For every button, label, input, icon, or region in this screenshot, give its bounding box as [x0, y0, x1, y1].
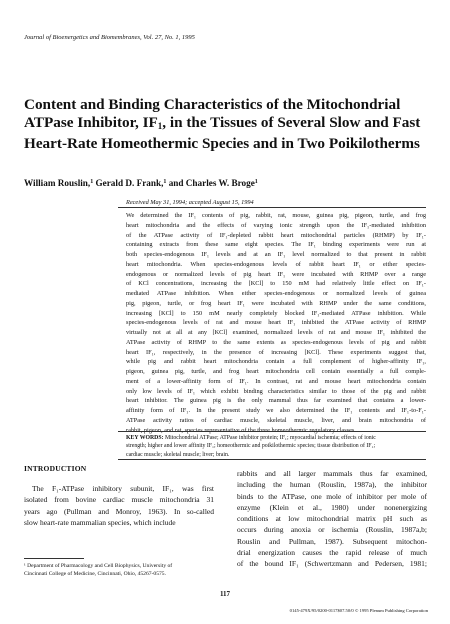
abstract-line: species-endogenous levels of rat and mouse heart IF₁ inhibited the ATPase activity of RHMP: [126, 319, 426, 327]
abstract-line: increasing [KCl] to 150 mM nearly completely blocked IF₁-mediated ATPase inhibition. While: [126, 309, 426, 317]
body-text-line: isolated from bovine cardiac muscle mitochondria 31: [24, 495, 214, 505]
abstract-line: endogenous or normalized levels of pig heart IF₁ were incubated with RHMP over a range: [126, 270, 426, 278]
abstract-line: heart mitochondria and the effects of varying ionic strength upon the IF₁-mediated inhibition: [126, 221, 426, 229]
body-text-line: years ago (Pullman and Monroy, 1963). In so-called: [24, 506, 214, 516]
abstract-line: pigeon, guinea pig, turtle, and frog heart mitochondria cell contain essentially a full comple-: [126, 368, 426, 375]
intro-right-column: [237, 468, 427, 570]
abstract-line: rabbit, pigeon, and rat, species representative of the three homeothermic regulatory classes.: [126, 426, 356, 434]
journal-citation: Journal of Bioenergetics and Biomembranes, Vol. 27, No. 1, 1995: [24, 34, 195, 41]
body-text-line: The F₁-ATPase inhibitory subunit, IF₁, was first: [32, 484, 214, 493]
footnote-line: ¹ Department of Pharmacology and Cell Biophysics, University of: [24, 563, 173, 569]
abstract-line: ATPase activity of RHMP to the same extents as species-endogenous levels of pig and rabbit: [126, 338, 426, 346]
abstract-line: affinity form of IF₁. In the present study we also determined the IF₁ contents and IF₁-to-F₁-: [126, 407, 426, 414]
footnote-line: Cincinnati College of Medicine, Cincinnati, Ohio, 45267-0575.: [24, 571, 166, 577]
body-text-line: conditions at low mitochondrial matrix pH such as: [237, 514, 427, 524]
abstract-top-rule: [118, 207, 426, 208]
author-list: William Rouslin,$^1$ Gerald D. Frank,$^1$ and Charles W. Broge$^1$: [24, 178, 258, 188]
abstract-line: both species-endogenous IF₁ levels and at an IF₁ level normalized to that present in rabbit: [126, 251, 426, 258]
title-line-3: Heart-Rate Homeothermic Species and in Two Poikilotherms: [24, 135, 420, 152]
keywords-block: [126, 434, 426, 459]
body-text-line: occurs during anoxia or ischemia (Rouslin, 1987a,b;: [237, 525, 427, 535]
abstract-line: ment of a lower-affinity form of IF₁. In contrast, rat and mouse heart mitochondria contain: [126, 377, 426, 385]
section-heading-introduction: INTRODUCTION: [24, 464, 87, 473]
abstract: [126, 211, 426, 435]
abstract-line: heart mitochondria. When species-endogenous levels of rabbit heart IF₁ or either species-: [126, 260, 426, 268]
body-text-line: of the bound IF₁ (Schwertzmann and Pedersen, 1981;: [237, 559, 427, 569]
abstract-line: pig, pigeon, turtle, or frog heart IF₁ were incubated with RHMP under the same conditions,: [126, 299, 426, 307]
footnote-rule: [24, 558, 84, 559]
keywords-line-1: KEY WORDS: Mitochondrial ATPase; ATPase inhibitor protein; IF₁; myocardial ischemia; effects of ionic: [126, 435, 376, 441]
intro-left-column: [24, 483, 214, 528]
body-text-line: enzyme (Klein et al., 1980) under nonenergizing: [237, 502, 427, 512]
keywords-line-3: cardiac muscle; skeletal muscle; liver; brain.: [126, 451, 230, 458]
keywords-top-rule: [118, 431, 426, 432]
body-text-line: slow heart-rate mammalian species, which include: [24, 517, 176, 527]
keywords-line-2: strength; higher and lower affinity IF₁; homeothermic and poikilothermic species; tissue distribution of IF₁;: [126, 443, 376, 450]
abstract-line: while pig and rabbit heart mitochondria contain a full complement of higher-affinity IF₁,: [126, 358, 426, 366]
received-dates: Received May 31, 1994; accepted August 15, 1994: [126, 199, 254, 206]
title-line-2: ATPase Inhibitor, $IF_1$, in the Tissues of Several Slow and Fast: [24, 113, 421, 131]
abstract-line: only low levels of IF₁ which exhibit binding characteristics similar to those of the pig and rabbit: [126, 387, 426, 395]
affiliation-footnote: [24, 562, 219, 578]
body-text-line: rabbits and all larger mammals thus far examined,: [237, 469, 427, 478]
body-text-line: binds to the ATPase, one mole of inhibitor per mole of: [237, 491, 427, 501]
abstract-line: ATPase activity ratios of cardiac muscle, skeletal muscle, liver, and brain mitochondria of: [126, 416, 426, 424]
page-number: 117: [219, 590, 231, 598]
keywords-bottom-rule: [118, 459, 426, 460]
abstract-line: virtually not at all at any [KCl] examined, normalized levels of rat and mouse IF₁ inhibited the: [126, 329, 426, 336]
abstract-line: of the ATPase activity of IF₁-depleted rabbit heart mitochondrial particles (RHMP) by IF₁-: [126, 231, 426, 239]
title-line-1: Content and Binding Characteristics of the Mitochondrial: [24, 96, 401, 113]
abstract-line: heart inhibitor. The guinea pig is the only mammal thus far examined that contains a lower-: [126, 397, 426, 405]
abstract-line: heart IF₁, respectively, in the presence of increasing [KCl]. These experiments suggest that,: [126, 348, 426, 356]
abstract-line: of KCl concentrations, increasing the [KCl] to 150 mM had relatively little effect on IF₁-: [126, 280, 426, 288]
body-text-line: Rouslin and Pullman, 1987). Subsequent mitochon-: [237, 536, 427, 546]
article-title: [24, 96, 429, 153]
copyright-line: 0145-479X/95/0200-0117$07.50/0 © 1995 Plenum Publishing Corporation: [289, 608, 428, 613]
abstract-line: mediated ATPase inhibition. When either species-endogenous or normalized levels of guinea: [126, 290, 426, 297]
abstract-line: We determined the IF₁ contents of pig, rabbit, rat, mouse, guinea pig, pigeon, turtle, and frog: [126, 212, 426, 219]
abstract-line: containing extracts from these same eight species. The IF₁ binding experiments were run at: [126, 241, 426, 249]
body-text-line: including the human (Rouslin, 1987a), the inhibitor: [237, 480, 427, 490]
body-text-line: drial energization causes the rapid release of much: [237, 548, 427, 558]
